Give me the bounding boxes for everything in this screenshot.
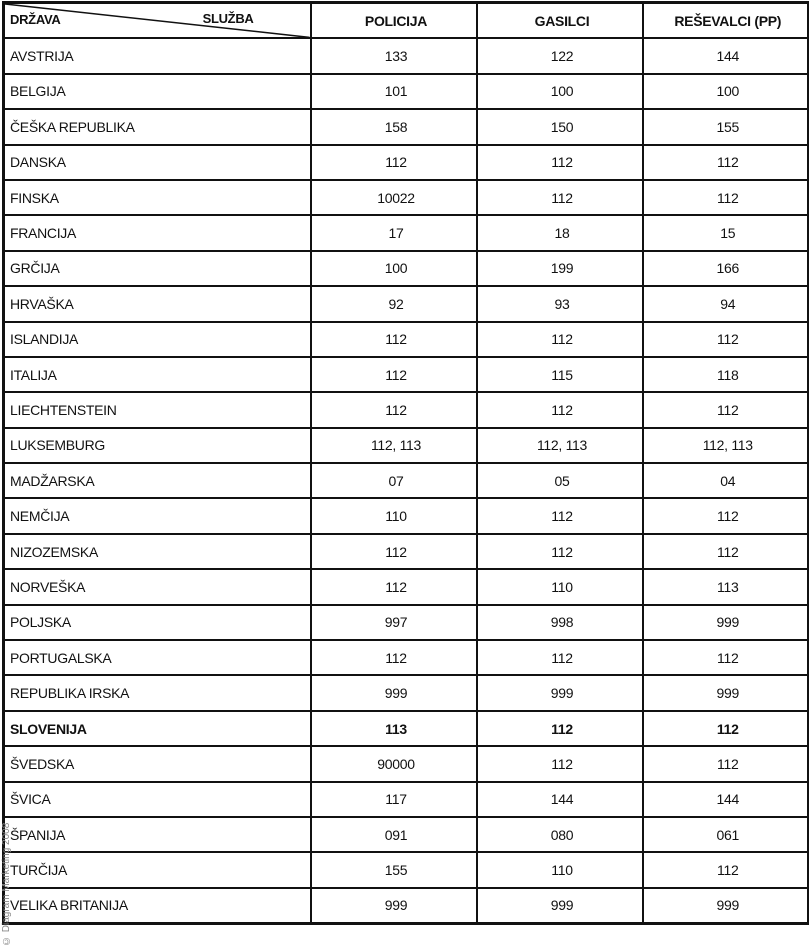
table-row bbox=[4, 145, 809, 180]
table-row bbox=[4, 286, 809, 321]
column-header-fire: GASILCI bbox=[477, 3, 643, 39]
table-row bbox=[4, 675, 809, 710]
table-row bbox=[4, 711, 809, 746]
police-number-cell: 100 bbox=[311, 251, 477, 286]
country-cell: NIZOZEMSKA bbox=[4, 534, 311, 569]
table-body bbox=[4, 38, 809, 923]
fire-number-cell: 93 bbox=[477, 286, 643, 321]
country-cell: FINSKA bbox=[4, 180, 311, 215]
fire-number-cell: 112 bbox=[477, 392, 643, 427]
police-number-cell: 997 bbox=[311, 605, 477, 640]
table-row bbox=[4, 74, 809, 109]
table-row bbox=[4, 215, 809, 250]
ambulance-number-cell: 061 bbox=[643, 817, 809, 852]
police-number-cell: 17 bbox=[311, 215, 477, 250]
ambulance-number-cell: 100 bbox=[643, 74, 809, 109]
ambulance-number-cell: 112 bbox=[643, 322, 809, 357]
police-number-cell: 999 bbox=[311, 675, 477, 710]
country-cell: ŠVEDSKA bbox=[4, 746, 311, 781]
ambulance-number-cell: 999 bbox=[643, 888, 809, 924]
fire-number-cell: 112 bbox=[477, 711, 643, 746]
fire-number-cell: 100 bbox=[477, 74, 643, 109]
country-cell: NORVEŠKA bbox=[4, 569, 311, 604]
country-cell: AVSTRIJA bbox=[4, 38, 311, 73]
country-cell: ŠPANIJA bbox=[4, 817, 311, 852]
ambulance-number-cell: 112 bbox=[643, 640, 809, 675]
fire-number-cell: 115 bbox=[477, 357, 643, 392]
country-cell: PORTUGALSKA bbox=[4, 640, 311, 675]
ambulance-number-cell: 112 bbox=[643, 534, 809, 569]
police-number-cell: 07 bbox=[311, 463, 477, 498]
police-number-cell: 112 bbox=[311, 357, 477, 392]
country-cell: ITALIJA bbox=[4, 357, 311, 392]
ambulance-number-cell: 155 bbox=[643, 109, 809, 144]
fire-number-cell: 999 bbox=[477, 888, 643, 924]
ambulance-number-cell: 118 bbox=[643, 357, 809, 392]
country-cell: GRČIJA bbox=[4, 251, 311, 286]
police-number-cell: 112 bbox=[311, 322, 477, 357]
police-number-cell: 999 bbox=[311, 888, 477, 924]
corner-country-label: DRŽAVA bbox=[10, 12, 61, 28]
police-number-cell: 112 bbox=[311, 392, 477, 427]
police-number-cell: 90000 bbox=[311, 746, 477, 781]
table-row bbox=[4, 534, 809, 569]
country-cell: POLJSKA bbox=[4, 605, 311, 640]
ambulance-number-cell: 112 bbox=[643, 852, 809, 887]
ambulance-number-cell: 112 bbox=[643, 498, 809, 533]
police-number-cell: 112, 113 bbox=[311, 428, 477, 463]
table-row bbox=[4, 109, 809, 144]
police-number-cell: 133 bbox=[311, 38, 477, 73]
ambulance-number-cell: 144 bbox=[643, 38, 809, 73]
country-cell: LIECHTENSTEIN bbox=[4, 392, 311, 427]
header-row bbox=[4, 3, 809, 39]
table-row bbox=[4, 322, 809, 357]
corner-service-label: SLUŽBA bbox=[202, 11, 254, 26]
table-row bbox=[4, 746, 809, 781]
ambulance-number-cell: 113 bbox=[643, 569, 809, 604]
table-row bbox=[4, 852, 809, 887]
table-row bbox=[4, 782, 809, 817]
fire-number-cell: 112 bbox=[477, 180, 643, 215]
ambulance-number-cell: 144 bbox=[643, 782, 809, 817]
table-row bbox=[4, 640, 809, 675]
fire-number-cell: 122 bbox=[477, 38, 643, 73]
fire-number-cell: 05 bbox=[477, 463, 643, 498]
ambulance-number-cell: 15 bbox=[643, 215, 809, 250]
country-cell: MADŽARSKA bbox=[4, 463, 311, 498]
corner-header-cell bbox=[4, 3, 311, 39]
country-cell: LUKSEMBURG bbox=[4, 428, 311, 463]
fire-number-cell: 112, 113 bbox=[477, 428, 643, 463]
country-cell: DANSKA bbox=[4, 145, 311, 180]
fire-number-cell: 150 bbox=[477, 109, 643, 144]
table-row bbox=[4, 817, 809, 852]
police-number-cell: 112 bbox=[311, 569, 477, 604]
fire-number-cell: 199 bbox=[477, 251, 643, 286]
country-cell: VELIKA BRITANIJA bbox=[4, 888, 311, 924]
fire-number-cell: 112 bbox=[477, 534, 643, 569]
police-number-cell: 091 bbox=[311, 817, 477, 852]
emergency-numbers-table bbox=[2, 1, 809, 925]
table-row bbox=[4, 463, 809, 498]
police-number-cell: 113 bbox=[311, 711, 477, 746]
fire-number-cell: 112 bbox=[477, 746, 643, 781]
police-number-cell: 110 bbox=[311, 498, 477, 533]
fire-number-cell: 998 bbox=[477, 605, 643, 640]
fire-number-cell: 110 bbox=[477, 852, 643, 887]
police-number-cell: 101 bbox=[311, 74, 477, 109]
table-row bbox=[4, 569, 809, 604]
table-row bbox=[4, 180, 809, 215]
fire-number-cell: 112 bbox=[477, 498, 643, 533]
fire-number-cell: 999 bbox=[477, 675, 643, 710]
country-cell: FRANCIJA bbox=[4, 215, 311, 250]
ambulance-number-cell: 999 bbox=[643, 605, 809, 640]
ambulance-number-cell: 04 bbox=[643, 463, 809, 498]
table-header bbox=[4, 3, 809, 39]
ambulance-number-cell: 112 bbox=[643, 145, 809, 180]
ambulance-number-cell: 112 bbox=[643, 746, 809, 781]
ambulance-number-cell: 94 bbox=[643, 286, 809, 321]
ambulance-number-cell: 999 bbox=[643, 675, 809, 710]
table-row bbox=[4, 392, 809, 427]
police-number-cell: 112 bbox=[311, 640, 477, 675]
table-row bbox=[4, 38, 809, 73]
police-number-cell: 92 bbox=[311, 286, 477, 321]
ambulance-number-cell: 166 bbox=[643, 251, 809, 286]
ambulance-number-cell: 112 bbox=[643, 392, 809, 427]
column-header-ambulance: REŠEVALCI (PP) bbox=[643, 3, 809, 39]
country-cell: BELGIJA bbox=[4, 74, 311, 109]
police-number-cell: 117 bbox=[311, 782, 477, 817]
country-cell: ŠVICA bbox=[4, 782, 311, 817]
ambulance-number-cell: 112 bbox=[643, 180, 809, 215]
police-number-cell: 158 bbox=[311, 109, 477, 144]
fire-number-cell: 080 bbox=[477, 817, 643, 852]
police-number-cell: 155 bbox=[311, 852, 477, 887]
country-cell: HRVAŠKA bbox=[4, 286, 311, 321]
fire-number-cell: 112 bbox=[477, 322, 643, 357]
table-row bbox=[4, 357, 809, 392]
table-row bbox=[4, 498, 809, 533]
table-row bbox=[4, 428, 809, 463]
column-header-police: POLICIJA bbox=[311, 3, 477, 39]
fire-number-cell: 112 bbox=[477, 640, 643, 675]
ambulance-number-cell: 112 bbox=[643, 711, 809, 746]
country-cell: SLOVENIJA bbox=[4, 711, 311, 746]
table-row bbox=[4, 605, 809, 640]
emergency-numbers-table-container bbox=[2, 1, 809, 925]
country-cell: ISLANDIJA bbox=[4, 322, 311, 357]
ambulance-number-cell: 112, 113 bbox=[643, 428, 809, 463]
police-number-cell: 112 bbox=[311, 145, 477, 180]
police-number-cell: 10022 bbox=[311, 180, 477, 215]
fire-number-cell: 110 bbox=[477, 569, 643, 604]
country-cell: ČEŠKA REPUBLIKA bbox=[4, 109, 311, 144]
table-row bbox=[4, 251, 809, 286]
fire-number-cell: 144 bbox=[477, 782, 643, 817]
table-row bbox=[4, 888, 809, 924]
fire-number-cell: 18 bbox=[477, 215, 643, 250]
country-cell: NEMČIJA bbox=[4, 498, 311, 533]
fire-number-cell: 112 bbox=[477, 145, 643, 180]
country-cell: REPUBLIKA IRSKA bbox=[4, 675, 311, 710]
copyright-note: © Diagram Marketing 2008 bbox=[1, 822, 12, 946]
country-cell: TURČIJA bbox=[4, 852, 311, 887]
police-number-cell: 112 bbox=[311, 534, 477, 569]
